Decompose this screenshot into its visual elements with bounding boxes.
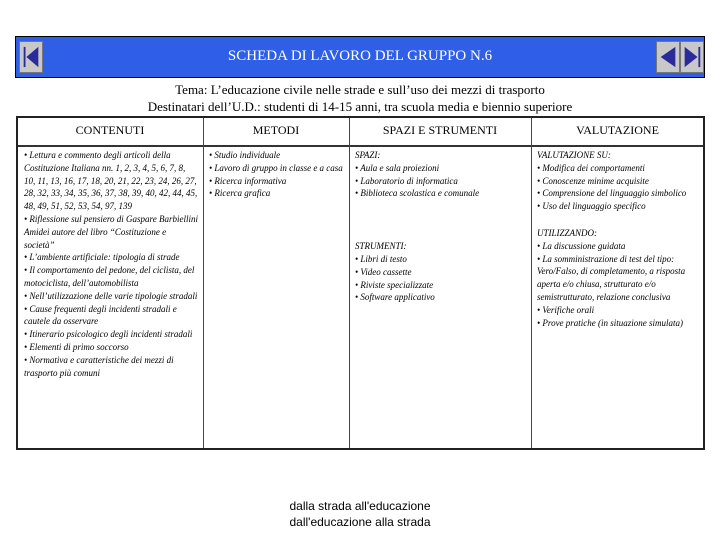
footer-line: dall'educazione alla strada: [289, 515, 431, 529]
valutazione-column: [537, 149, 701, 329]
list-item: • Conoscenze minime acquisite: [537, 175, 649, 186]
table-header-row: [18, 118, 703, 147]
list-item: • Normativa e caratteristiche dei mezzi di trasporto più comuni: [24, 354, 174, 378]
list-item: • Itinerario psicologico degli incidenti stradali: [24, 329, 193, 340]
contenuti-column: [24, 149, 198, 379]
spazi-strumenti-column: [355, 149, 525, 304]
list-item: • Verifiche orali: [537, 304, 595, 315]
list-item: • Laboratorio di informatica: [355, 175, 458, 186]
column-divider: [531, 118, 532, 448]
column-divider: [203, 118, 204, 448]
strumenti-heading: STRUMENTI:: [355, 241, 407, 252]
previous-page-button[interactable]: [656, 41, 680, 73]
previous-page-icon: [657, 42, 679, 72]
list-item: • L’ambiente artificiale: tipologia di strade: [24, 252, 180, 263]
header-contenuti: CONTENUTI: [75, 123, 145, 137]
list-item: • Software applicativo: [355, 292, 435, 303]
list-item: • La discussione guidata: [537, 240, 626, 251]
footer-line: dalla strada all'educazione: [289, 499, 431, 513]
list-item: • La somministrazione di test del tipo: Vero/Falso, di completamento, a risposta aperta e/o chiusa, strutturato e/o semistrutturato, relazione conclusiva: [537, 253, 686, 302]
valutazione-heading: VALUTAZIONE SU:: [537, 150, 611, 160]
metodi-column: [209, 149, 343, 200]
utilizzando-heading: UTILIZZANDO:: [537, 227, 598, 238]
column-divider: [349, 118, 350, 448]
list-item: • Lavoro di gruppo in classe e a casa: [209, 162, 343, 173]
worksheet-table: [16, 116, 705, 450]
list-item: • Riflessione sul pensiero di Gaspare Barbiellini Amidei autore del libro “Costituzione e società”: [24, 213, 198, 250]
list-item: • Ricerca grafica: [209, 188, 271, 199]
list-item: • Prove pratiche (in situazione simulata): [537, 317, 684, 328]
list-item: • Elementi di primo soccorso: [24, 341, 129, 352]
header-valutazione: VALUTAZIONE: [576, 123, 659, 137]
list-item: • Ricerca informativa: [209, 175, 287, 186]
list-item: • Il comportamento del pedone, del ciclista, del motociclista, dell’automobilista: [24, 265, 195, 288]
list-item: • Studio individuale: [209, 150, 281, 160]
next-page-button[interactable]: [680, 41, 704, 73]
header-metodi: METODI: [252, 123, 300, 137]
list-item: • Uso del linguaggio specifico: [537, 201, 646, 212]
list-item: • Cause frequenti degli incidenti stradali e cautele da osservare: [24, 303, 177, 327]
page-title: SCHEDA DI LAVORO DEL GRUPPO N.6: [227, 48, 493, 64]
spazi-heading: SPAZI:: [355, 150, 381, 160]
list-item: • Comprensione del linguaggio simbolico: [537, 188, 687, 199]
list-item: • Video cassette: [355, 266, 412, 277]
list-item: • Nell’utilizzazione delle varie tipologie stradali: [24, 290, 198, 301]
list-item: • Libri di testo: [355, 253, 407, 264]
next-page-icon: [681, 42, 703, 72]
header-spazi-strumenti: SPAZI E STRUMENTI: [382, 123, 498, 137]
audience-line: Destinatari dell’U.D.: studenti di 14-15 anni, tra scuola media e biennio superiore: [147, 99, 573, 114]
list-item: • Lettura e commento degli articoli della Costituzione Italiana nn. 1, 2, 3, 4, 5, 6, 7, 8, 10, 11, 13, 16, 17, 18, 20, 21, 22, 23, 24, 26, 27, 28, 32, 33, 34, 35, 36, 37, 38, 39, 40, 42, 44, 45, 48, 49, 51, 52, 53, 54, 97, 139: [24, 150, 198, 212]
footer-motto: [200, 498, 520, 530]
list-item: • Biblioteca scolastica e comunale: [355, 188, 480, 199]
theme-subtitle: Tema: L’educazione civile nelle strade e sull’uso dei mezzi di trasporto: [175, 82, 545, 97]
list-item: • Riviste specializzate: [355, 279, 434, 290]
title-banner: [15, 36, 705, 78]
list-item: • Aula e sala proiezioni: [355, 162, 440, 173]
list-item: • Modifica dei comportamenti: [537, 162, 645, 173]
